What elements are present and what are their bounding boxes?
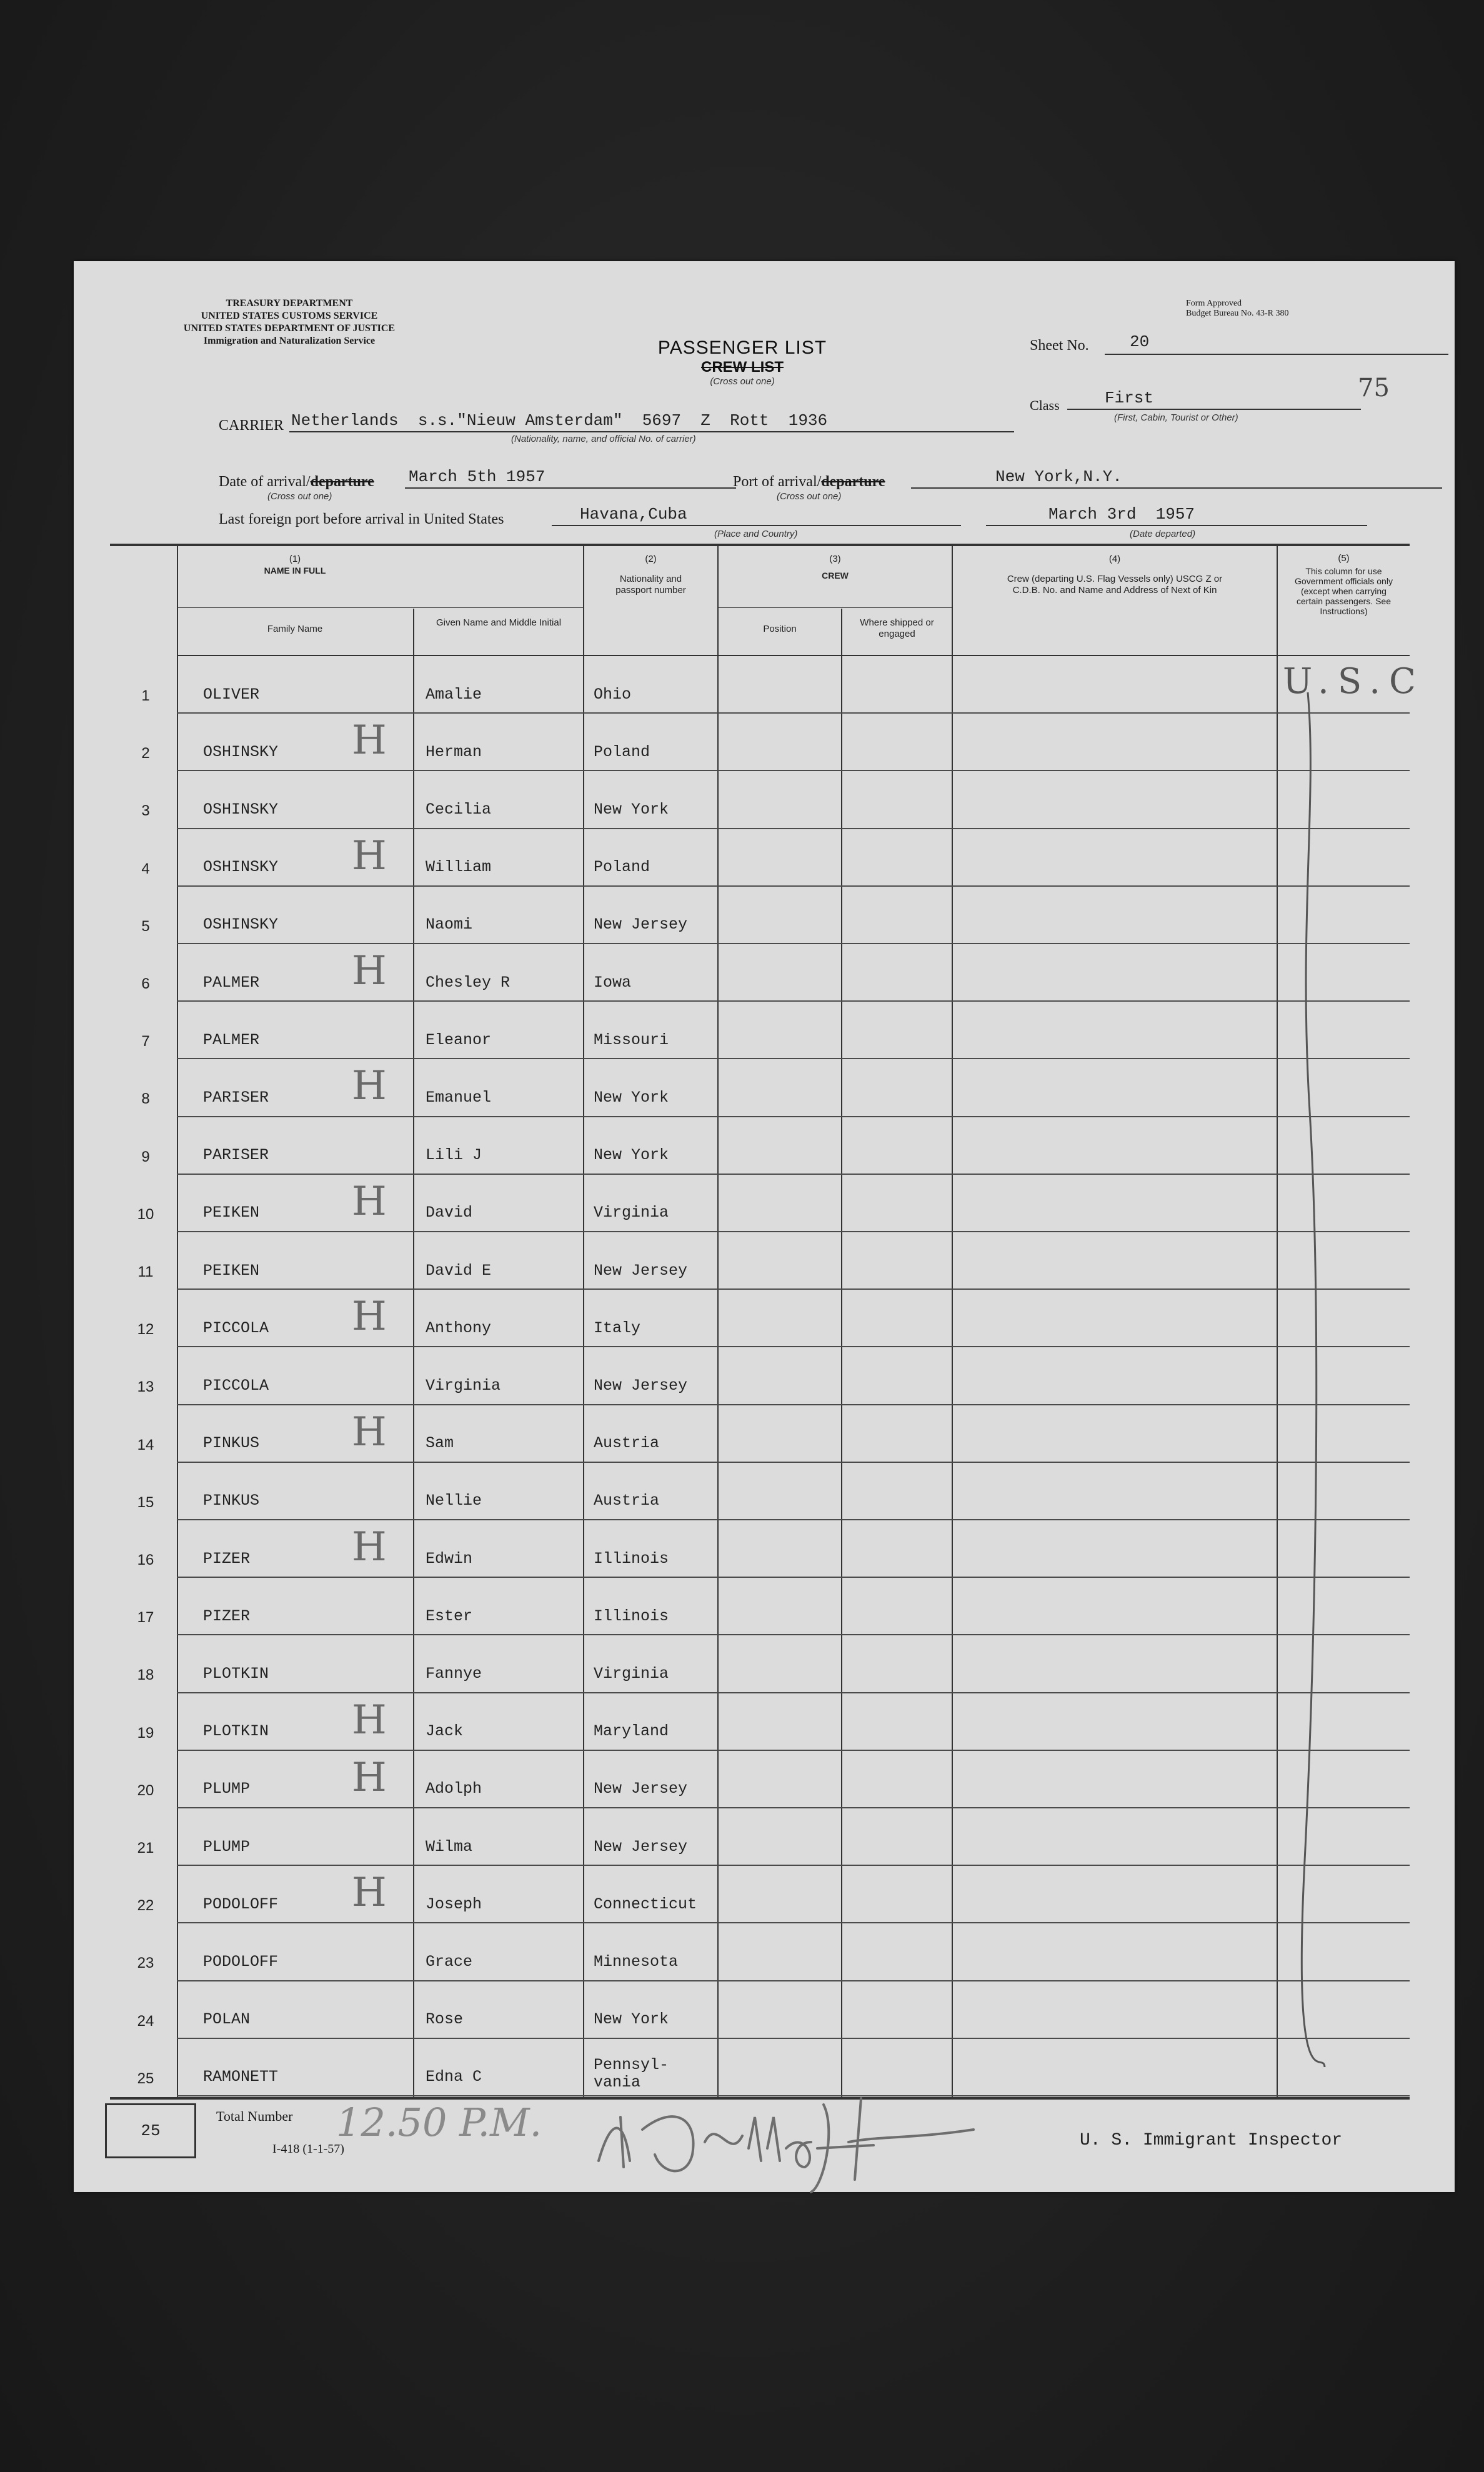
given-name-cell: Ester [426, 1607, 473, 1625]
given-name-cell: Jack [426, 1722, 464, 1741]
family-name-cell: OSHINSKY [203, 800, 279, 819]
margin-number: 75 [1358, 374, 1390, 402]
nationality-cell: New Jersey [594, 1376, 688, 1395]
cross-out-note: (Cross out one) [710, 376, 775, 387]
given-name-cell: Amalie [426, 685, 482, 704]
family-name-cell: PODOLOFF [203, 1895, 279, 1913]
total-number-label: Total Number [216, 2108, 293, 2124]
nationality-cell: Virginia [594, 1664, 669, 1683]
family-name-cell: OSHINSKY [203, 915, 279, 934]
passenger-list-page [74, 261, 1455, 2192]
row-number: 4 [141, 860, 150, 877]
position-header: Position [763, 624, 797, 634]
given-name-cell: Grace [426, 1952, 473, 1971]
form-title: PASSENGER LIST [657, 337, 827, 358]
last-port-label: Last foreign port before arrival in United States [219, 511, 504, 527]
family-name-cell: PARISER [203, 1146, 269, 1165]
row-number: 1 [141, 687, 150, 705]
total-number-box: 25 [105, 2103, 196, 2158]
given-name-cell: Chesley R [426, 973, 510, 992]
col3-header: (3) CREW [822, 554, 849, 581]
given-name-cell: Naomi [426, 915, 473, 934]
family-name-cell: PINKUS [203, 1492, 260, 1510]
given-name-cell: Adolph [426, 1780, 482, 1798]
given-name-cell: Edwin [426, 1549, 473, 1568]
form-approved: Form Approved [1186, 299, 1242, 308]
inspector-label: U. S. Immigrant Inspector [1080, 2131, 1343, 2150]
passenger-table [74, 261, 1455, 2192]
carrier-value: Netherlands s.s."Nieuw Amsterdam" 5697 Z Rott 1936 [291, 411, 828, 430]
hdr-line-name [177, 607, 583, 608]
given-name-cell: Lili J [426, 1146, 482, 1165]
h-mark-icon: H [352, 1697, 387, 1743]
budget-bureau: Budget Bureau No. 43-R 380 [1186, 309, 1289, 318]
given-name-cell: Nellie [426, 1492, 482, 1510]
given-name-header: Given Name and Middle Initial [436, 617, 562, 628]
carrier-label: CARRIER [219, 417, 284, 434]
row-number: 6 [141, 975, 150, 993]
inspector-signature [586, 2092, 986, 2198]
family-name-cell: PIZER [203, 1549, 251, 1568]
row-number: 5 [141, 917, 150, 935]
given-name-cell: William [426, 858, 492, 877]
agency-line-1: TREASURY DEPARTMENT [226, 298, 353, 309]
nationality-cell: New York [594, 1088, 669, 1107]
sheet-label: Sheet No. [1030, 337, 1089, 354]
col1-header: (1) NAME IN FULL [264, 554, 326, 576]
h-mark-icon: H [352, 1293, 387, 1340]
class-value: First [1105, 389, 1154, 407]
nationality-cell: New Jersey [594, 1780, 688, 1798]
h-mark-icon: H [352, 1524, 387, 1570]
family-name-cell: PALMER [203, 973, 260, 992]
h-mark-icon: H [352, 1063, 387, 1110]
row-number: 19 [137, 1724, 154, 1742]
h-mark-icon: H [352, 1408, 387, 1455]
given-name-cell: Sam [426, 1434, 454, 1453]
row-number: 7 [141, 1033, 150, 1050]
nationality-cell: New York [594, 800, 669, 819]
given-name-cell: Virginia [426, 1376, 501, 1395]
row-number: 14 [137, 1436, 154, 1453]
nationality-cell: Ohio [594, 685, 632, 704]
form-number: I-418 (1-1-57) [272, 2142, 344, 2156]
table-top-rule [110, 544, 1410, 546]
row-number: 16 [137, 1552, 154, 1569]
row-number: 9 [141, 1148, 150, 1165]
h-mark-icon: H [352, 1178, 387, 1225]
family-name-cell: PINKUS [203, 1434, 260, 1453]
family-name-cell: PLOTKIN [203, 1722, 269, 1741]
h-mark-icon: H [352, 717, 387, 764]
nationality-cell: Poland [594, 858, 650, 877]
h-mark-icon: H [352, 948, 387, 994]
port-cross-out: (Cross out one) [777, 491, 842, 502]
row-number: 8 [141, 1090, 150, 1108]
nationality-cell: Connecticut [594, 1895, 697, 1913]
given-name-cell: Anthony [426, 1318, 492, 1337]
given-name-cell: Fannye [426, 1664, 482, 1683]
given-name-cell: David E [426, 1261, 492, 1280]
nationality-cell: Austria [594, 1434, 660, 1453]
family-name-cell: PLUMP [203, 1780, 251, 1798]
col-line-given [413, 609, 414, 2098]
family-name-cell: PLOTKIN [203, 1664, 269, 1683]
row-number: 3 [141, 802, 150, 820]
given-name-cell: Joseph [426, 1895, 482, 1913]
family-name-cell: PLUMP [203, 1837, 251, 1856]
nationality-cell: New Jersey [594, 915, 688, 934]
nationality-cell: Minnesota [594, 1952, 679, 1971]
nationality-cell: Virginia [594, 1204, 669, 1222]
carrier-hint: (Nationality, name, and official No. of carrier) [511, 434, 696, 444]
nationality-cell: Maryland [594, 1722, 669, 1741]
nationality-cell: Missouri [594, 1030, 669, 1049]
row-number: 21 [137, 1840, 154, 1857]
nationality-cell: New Jersey [594, 1261, 688, 1280]
handwritten-time: 12.50 P.M. [336, 2100, 542, 2145]
given-name-cell: David [426, 1204, 473, 1222]
nationality-cell: Austria [594, 1492, 660, 1510]
nationality-cell: Illinois [594, 1607, 669, 1625]
family-name-cell: PALMER [203, 1030, 260, 1049]
col4-header: (4) Crew (departing U.S. Flag Vessels only) USCG Z or C.D.B. No. and Name and Address of Next of Kin [1007, 554, 1223, 596]
class-label: Class [1030, 397, 1060, 413]
shipped-header: Where shipped or engaged [860, 617, 934, 639]
nationality-cell: Illinois [594, 1549, 669, 1568]
given-name-cell: Eleanor [426, 1030, 492, 1049]
row-number: 25 [137, 2070, 154, 2087]
given-name-cell: Edna C [426, 2068, 482, 2086]
col2-header: (2) Nationality and passport number [615, 554, 686, 596]
row-number: 23 [137, 1955, 154, 1972]
given-name-cell: Rose [426, 2010, 464, 2029]
last-port-value: Havana,Cuba [580, 505, 687, 524]
row-number: 20 [137, 1782, 154, 1799]
family-name-cell: POLAN [203, 2010, 251, 2029]
given-name-cell: Cecilia [426, 800, 492, 819]
col5-header: (5) This column for use Government officials only (except when carrying certain passengers. See Instructions) [1295, 553, 1393, 616]
usc-note: U.S.C [1283, 661, 1425, 702]
row-number: 13 [137, 1378, 154, 1396]
row-number: 10 [137, 1205, 154, 1223]
nationality-cell: Pennsyl- vania [594, 2055, 669, 2091]
date-departed-hint: (Date departed) [1130, 529, 1196, 539]
col-line-shipped [841, 609, 842, 2098]
date-departed-value: March 3rd 1957 [1048, 505, 1195, 524]
agency-line-4: Immigration and Naturalization Service [203, 336, 376, 346]
family-name-cell: PIZER [203, 1607, 251, 1625]
pen-line [1280, 674, 1355, 2086]
h-mark-icon: H [352, 1870, 387, 1916]
family-name-cell: PARISER [203, 1088, 269, 1107]
port-of-arrival-value: New York,N.Y. [995, 467, 1122, 486]
family-name-cell: OSHINSKY [203, 858, 279, 877]
family-name-cell: PEIKEN [203, 1261, 260, 1280]
hdr-line-crew [717, 607, 952, 608]
agency-line-2: UNITED STATES CUSTOMS SERVICE [201, 311, 378, 321]
nationality-cell: New York [594, 1146, 669, 1165]
row-number: 18 [137, 1667, 154, 1684]
family-name-cell: RAMONETT [203, 2068, 279, 2086]
family-name-header: Family Name [267, 624, 323, 634]
nationality-cell: New York [594, 2010, 669, 2029]
form-title-struck: CREW LIST [701, 359, 784, 376]
given-name-cell: Herman [426, 742, 482, 761]
nationality-cell: Iowa [594, 973, 632, 992]
row-number: 2 [141, 745, 150, 762]
nationality-cell: Poland [594, 742, 650, 761]
row-number: 11 [137, 1263, 154, 1281]
port-of-arrival-label: Port of arrival/departure [733, 474, 885, 490]
class-hint: (First, Cabin, Tourist or Other) [1114, 412, 1238, 423]
row-number: 17 [137, 1609, 154, 1627]
given-name-cell: Emanuel [426, 1088, 492, 1107]
date-cross-out: (Cross out one) [267, 491, 332, 502]
nationality-cell: Italy [594, 1318, 641, 1337]
family-name-cell: OLIVER [203, 685, 260, 704]
agency-line-3: UNITED STATES DEPARTMENT OF JUSTICE [183, 323, 396, 334]
row-number: 15 [137, 1493, 154, 1511]
row-number: 24 [137, 2012, 154, 2030]
family-name-cell: PICCOLA [203, 1318, 269, 1337]
h-mark-icon: H [352, 832, 387, 879]
row-number: 22 [137, 1897, 154, 1915]
h-mark-icon: H [352, 1754, 387, 1801]
date-of-arrival-value: March 5th 1957 [409, 467, 545, 486]
family-name-cell: OSHINSKY [203, 742, 279, 761]
sheet-number: 20 [1130, 332, 1150, 351]
nationality-cell: New Jersey [594, 1837, 688, 1856]
family-name-cell: PODOLOFF [203, 1952, 279, 1971]
family-name-cell: PICCOLA [203, 1376, 269, 1395]
date-of-arrival-label: Date of arrival/departure [219, 474, 374, 490]
last-port-hint: (Place and Country) [714, 529, 798, 539]
given-name-cell: Wilma [426, 1837, 473, 1856]
row-number: 12 [137, 1321, 154, 1338]
family-name-cell: PEIKEN [203, 1204, 260, 1222]
